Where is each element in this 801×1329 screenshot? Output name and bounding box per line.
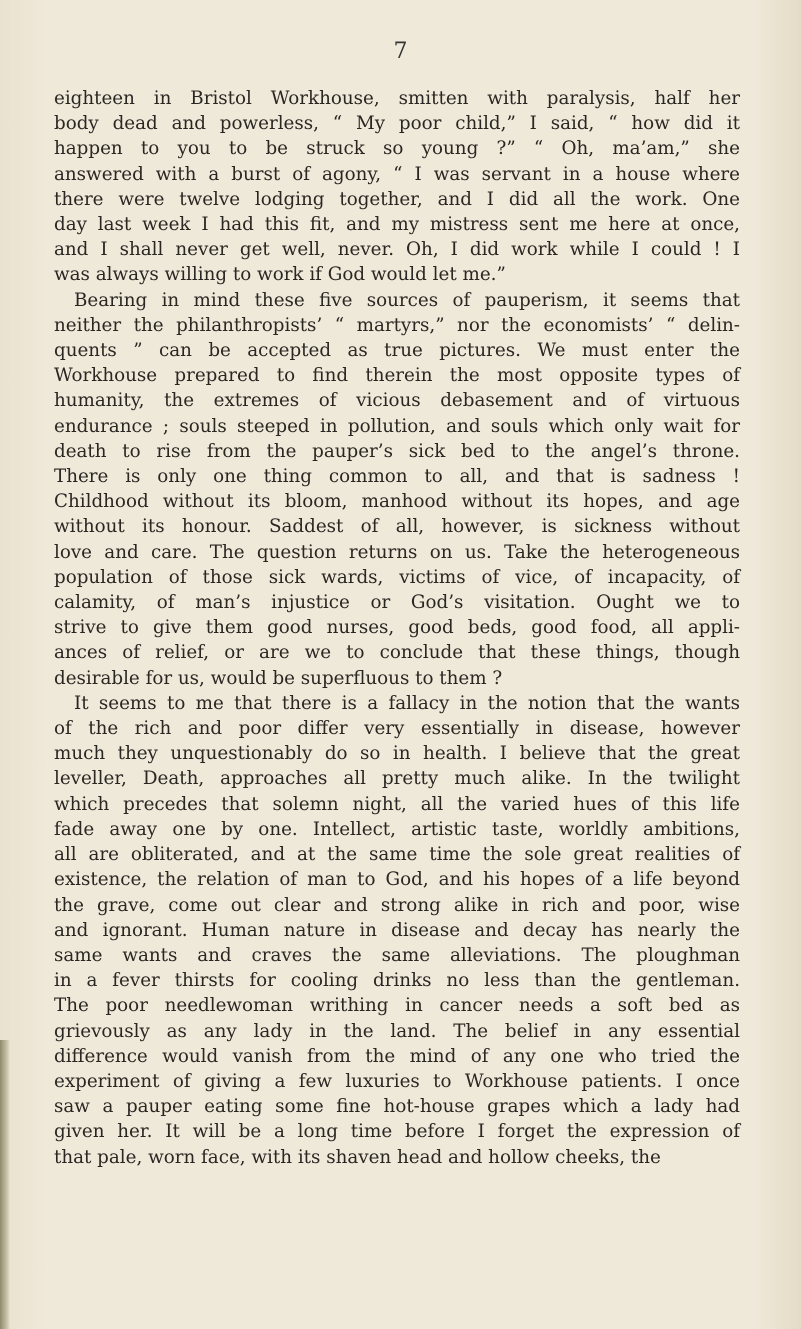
text-line: day last week I had this fit, and my mistress sent me here at once, bbox=[54, 214, 740, 236]
text-line: death to rise from the pauper’s sick bed to the angel’s throne. bbox=[54, 440, 740, 462]
text-line: which precedes that solemn night, all the varied hues of this life bbox=[54, 793, 740, 815]
text-line: without its honour. Saddest of all, however, is sickness without bbox=[54, 516, 740, 538]
text-line: The poor needlewoman writhing in cancer needs a soft bed as bbox=[54, 995, 740, 1017]
text-line: saw a pauper eating some fine hot-house grapes which a lady had bbox=[54, 1096, 740, 1118]
text-line: of the rich and poor differ very essentially in disease, however bbox=[54, 718, 740, 740]
text-line: Bearing in mind these five sources of pauperism, it seems that bbox=[74, 289, 740, 311]
text-line: existence, the relation of man to God, and his hopes of a life beyond bbox=[54, 869, 740, 891]
text-line: grievously as any lady in the land. The belief in any essential bbox=[54, 1020, 740, 1042]
text-line: endurance ; souls steeped in pollution, and souls which only wait for bbox=[54, 415, 740, 437]
text-line: There is only one thing common to all, and that is sadness ! bbox=[54, 466, 740, 488]
text-line: neither the philanthropists’ “ martyrs,” nor the economists’ “ delin- bbox=[54, 314, 740, 336]
text-line: answered with a burst of agony, “ I was servant in a house where bbox=[54, 163, 740, 185]
text-line: Childhood without its bloom, manhood without its hopes, and age bbox=[54, 491, 740, 513]
text-line: desirable for us, would be superfluous to them ? bbox=[54, 667, 503, 689]
text-line: fade away one by one. Intellect, artistic taste, worldly ambitions, bbox=[54, 818, 740, 840]
text-line: was always willing to work if God would let me.” bbox=[54, 264, 506, 286]
text-line: ances of relief, or are we to conclude that these things, though bbox=[54, 642, 740, 664]
text-line: strive to give them good nurses, good beds, good food, all appli- bbox=[54, 617, 740, 639]
text-line: calamity, of man’s injustice or God’s visitation. Ought we to bbox=[54, 592, 740, 614]
text-line: happen to you to be struck so young ?” “ Oh, ma’am,” she bbox=[54, 138, 740, 160]
text-line: there were twelve lodging together, and I did all the work. One bbox=[54, 188, 740, 210]
text-line: that pale, worn face, with its shaven head and hollow cheeks, the bbox=[54, 1146, 661, 1168]
text-line: difference would vanish from the mind of any one who tried the bbox=[54, 1045, 740, 1067]
page-number: 7 bbox=[393, 39, 408, 64]
text-line: the grave, come out clear and strong alike in rich and poor, wise bbox=[54, 894, 740, 916]
body-text bbox=[54, 86, 740, 1170]
text-line: Workhouse prepared to find therein the most opposite types of bbox=[54, 365, 740, 387]
text-line: population of those sick wards, victims of vice, of incapacity, of bbox=[54, 566, 740, 588]
text-line: same wants and craves the same alleviations. The ploughman bbox=[54, 944, 740, 966]
text-line: love and care. The question returns on us. Take the heterogeneous bbox=[54, 541, 740, 563]
text-line: and ignorant. Human nature in disease and decay has nearly the bbox=[54, 919, 740, 941]
text-line: eighteen in Bristol Workhouse, smitten with paralysis, half her bbox=[54, 88, 740, 109]
text-line: given her. It will be a long time before I forget the expression of bbox=[54, 1121, 740, 1143]
text-line: and I shall never get well, never. Oh, I did work while I could ! I bbox=[54, 239, 740, 261]
text-line: much they unquestionably do so in health. I believe that the great bbox=[54, 743, 740, 765]
text-line: experiment of giving a few luxuries to Workhouse patients. I once bbox=[54, 1070, 740, 1092]
page-edge-shadow bbox=[0, 1040, 10, 1329]
text-line: in a fever thirsts for cooling drinks no less than the gentleman. bbox=[54, 970, 740, 992]
text-line: leveller, Death, approaches all pretty much alike. In the twilight bbox=[54, 768, 740, 790]
text-line: humanity, the extremes of vicious debasement and of virtuous bbox=[54, 390, 740, 412]
text-line: all are obliterated, and at the same time the sole great realities of bbox=[54, 844, 740, 866]
text-line: quents ” can be accepted as true pictures. We must enter the bbox=[54, 340, 740, 362]
text-line: It seems to me that there is a fallacy in the notion that the wants bbox=[74, 692, 740, 714]
text-line: body dead and powerless, “ My poor child,” I said, “ how did it bbox=[54, 113, 740, 135]
